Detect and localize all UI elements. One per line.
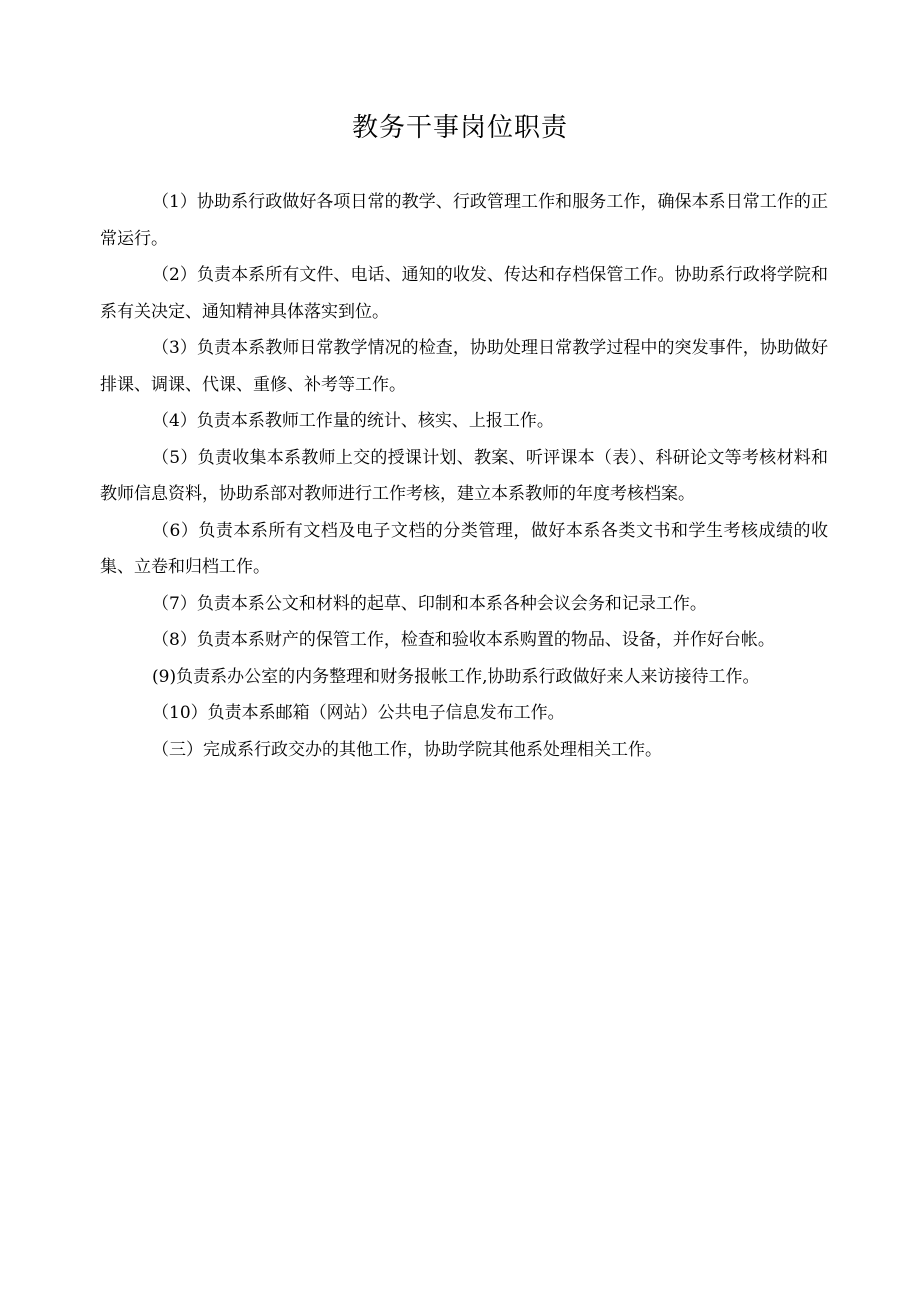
duty-item-1: （1）协助系行政做好各项日常的教学、行政管理工作和服务工作，确保本系日常工作的正常运行。 [100,192,828,249]
duty-item-2: （2）负责本系所有文件、电话、通知的收发、传达和存档保管工作。协助系行政将学院和系有关决定、通知精神具体落实到位。 [100,265,828,322]
document-body [100,184,828,768]
duty-item-3: （3）负责本系教师日常教学情况的检查，协助处理日常教学过程中的突发事件，协助做好排课、调课、代课、重修、补考等工作。 [100,338,828,395]
duty-item-4: （4）负责本系教师工作量的统计、核实、上报工作。 [152,411,554,431]
duty-item-6: （6）负责本系所有文档及电子文档的分类管理，做好本系各类文书和学生考核成绩的收集、立卷和归档工作。 [100,520,828,577]
duty-item-8: （8）负责本系财产的保管工作，检查和验收本系购置的物品、设备，并作好台帐。 [152,630,775,650]
duty-item-10: （10）负责本系邮箱（网站）公共电子信息发布工作。 [152,703,565,723]
duty-item-5: （5）负责收集本系教师上交的授课计划、教案、听评课本（表）、科研论文等考核材料和教师信息资料，协助系部对教师进行工作考核，建立本系教师的年度考核档案。 [100,447,828,504]
duty-item-other: （三）完成系行政交办的其他工作，协助学院其他系处理相关工作。 [152,739,662,760]
document-title: 教务干事岗位职责 [351,113,568,143]
duty-item-9: (9)负责系办公室的内务整理和财务报帐工作,协助系行政做好来人来访接待工作。 [152,666,760,687]
duty-item-7: （7）负责本系公文和材料的起草、印制和本系各种会议会务和记录工作。 [152,593,707,614]
